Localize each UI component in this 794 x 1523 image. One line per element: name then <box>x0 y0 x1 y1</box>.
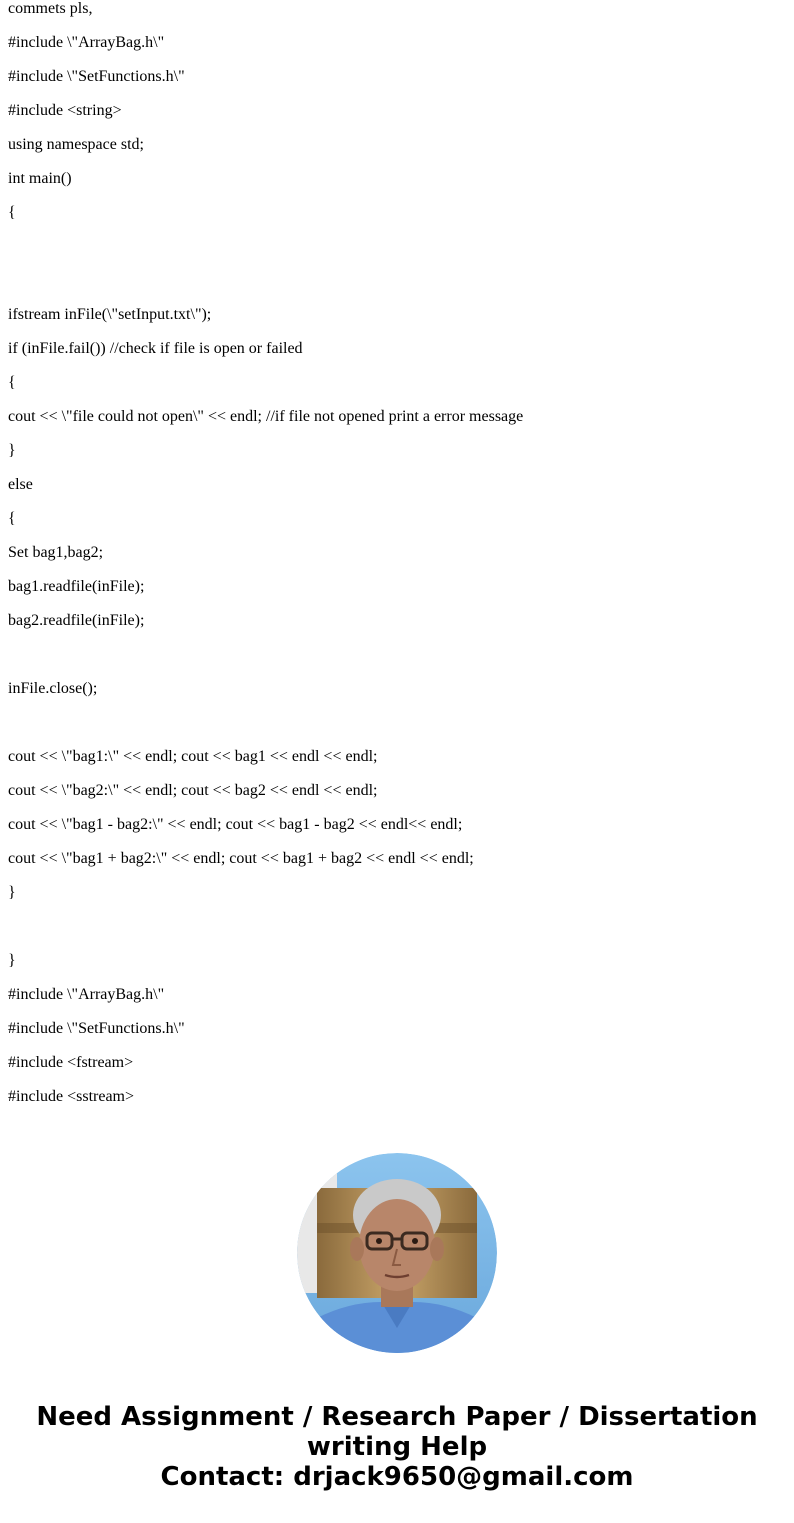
code-line: cout << \"bag1 + bag2:\" << endl; cout << bag1 + bag2 << endl << endl; <box>8 850 474 867</box>
text-line: commets pls, <box>8 0 93 17</box>
code-line: } <box>8 442 16 459</box>
code-line: int main() <box>8 170 72 187</box>
banner-line: Need Assignment / Research Paper / Dissertation <box>36 1402 758 1432</box>
code-line: { <box>8 374 16 391</box>
code-line: ifstream inFile(\"setInput.txt\"); <box>8 306 212 323</box>
code-line: if (inFile.fail()) //check if file is open or failed <box>8 340 303 357</box>
code-line: else <box>8 476 33 493</box>
code-line: cout << \"bag1:\" << endl; cout << bag1 << endl << endl; <box>8 748 378 765</box>
code-line: cout << \"file could not open\" << endl; //if file not opened print a error message <box>8 408 524 425</box>
avatar-photo-icon <box>297 1153 497 1353</box>
code-line: #include \"ArrayBag.h\" <box>8 986 165 1003</box>
contact-email: Contact: drjack9650@gmail.com <box>160 1462 634 1492</box>
code-line: cout << \"bag2:\" << endl; cout << bag2 << endl << endl; <box>8 782 378 799</box>
blank-line <box>8 238 788 256</box>
code-line: Set bag1,bag2; <box>8 544 104 561</box>
code-line: #include <sstream> <box>8 1088 135 1105</box>
code-line: using namespace std; <box>8 136 144 153</box>
code-line: #include \"SetFunctions.h\" <box>8 1020 185 1037</box>
code-line: inFile.close(); <box>8 680 98 697</box>
contact-banner <box>0 1402 794 1492</box>
code-line: #include <fstream> <box>8 1054 134 1071</box>
code-line: } <box>8 884 16 901</box>
code-line: #include \"ArrayBag.h\" <box>8 34 165 51</box>
blank-line <box>8 646 788 664</box>
avatar <box>297 1153 497 1353</box>
code-line: cout << \"bag1 - bag2:\" << endl; cout << bag1 - bag2 << endl<< endl; <box>8 816 463 833</box>
blank-line <box>8 918 788 936</box>
blank-line <box>8 272 788 290</box>
code-line: #include \"SetFunctions.h\" <box>8 68 185 85</box>
code-line: { <box>8 204 16 221</box>
code-line: { <box>8 510 16 527</box>
code-line: bag2.readfile(inFile); <box>8 612 145 629</box>
document-body <box>8 0 788 1122</box>
code-line: bag1.readfile(inFile); <box>8 578 145 595</box>
code-line: #include <string> <box>8 102 122 119</box>
code-line: } <box>8 952 16 969</box>
banner-line: writing Help <box>306 1432 488 1462</box>
blank-line <box>8 714 788 732</box>
